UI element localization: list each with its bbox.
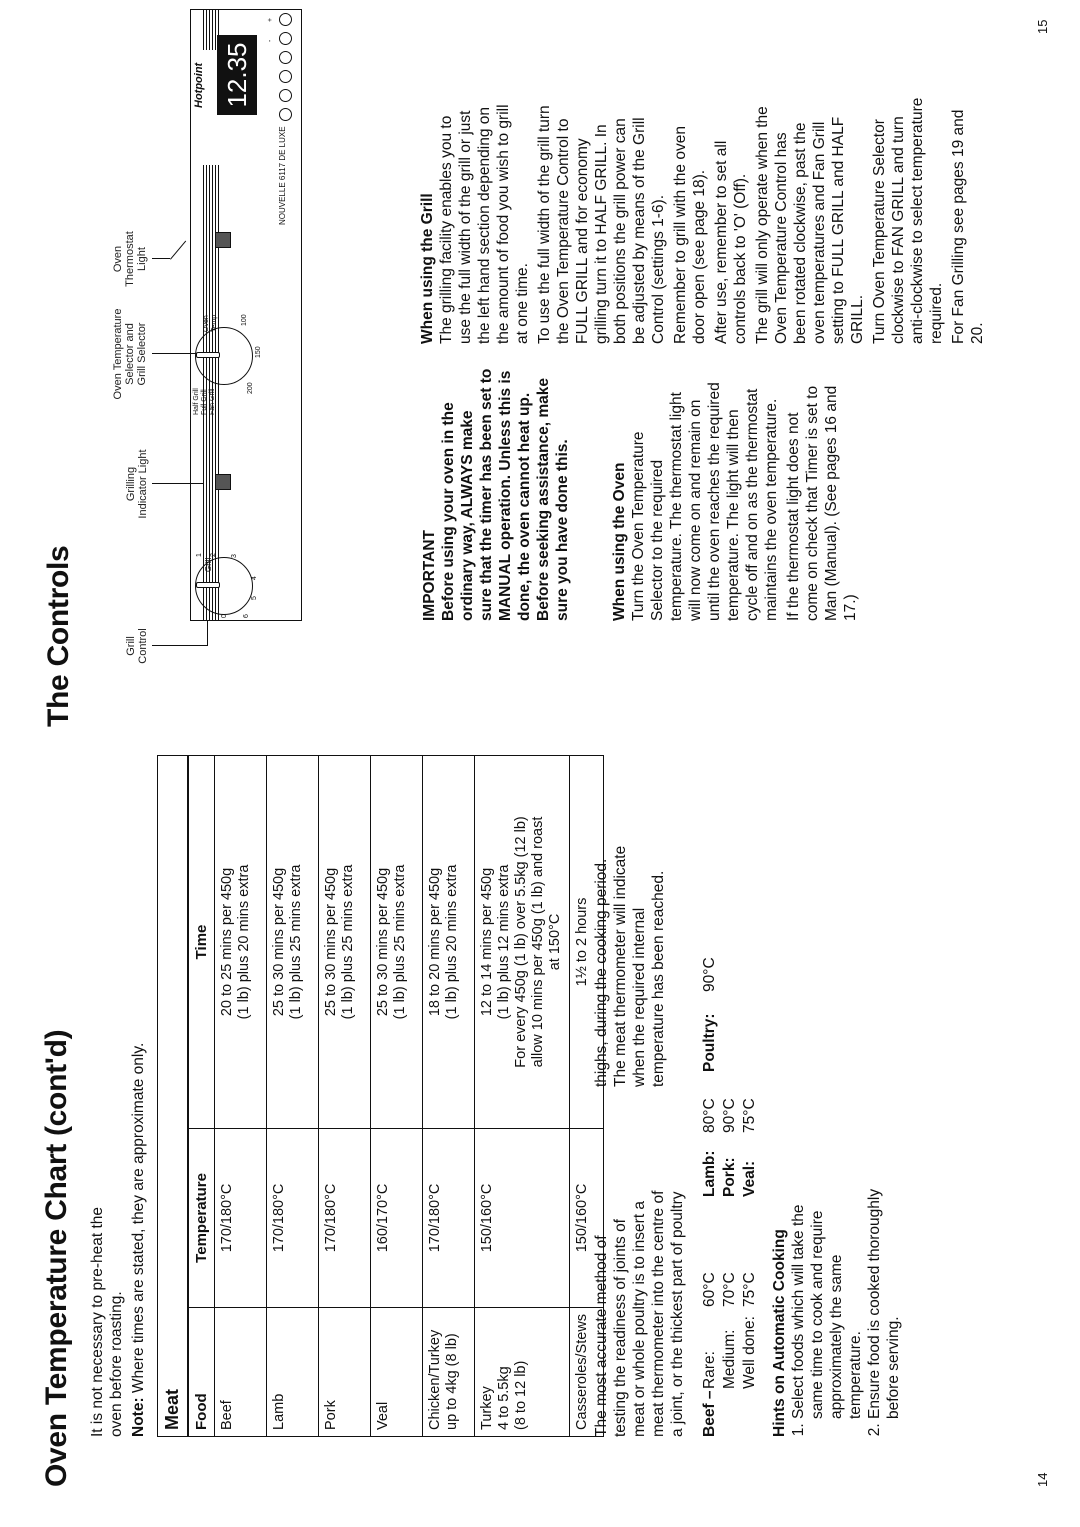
- timer-button: [279, 70, 292, 83]
- text-line: before serving.: [885, 1316, 902, 1419]
- text-line: door open (see page 18).: [691, 169, 708, 344]
- text-line: when the required internal: [631, 907, 648, 1087]
- text-line: be adjusted by means of the Grill: [631, 117, 648, 344]
- beef-label: Beef –: [701, 1390, 718, 1437]
- cell-time: [267, 756, 319, 1129]
- meat-value: 75°C: [741, 1098, 758, 1133]
- label-line: Oven: [112, 245, 124, 273]
- table-row: [423, 756, 475, 1437]
- header-food: Food: [188, 1307, 215, 1436]
- note-text: Where times are stated, they are approximate only.: [130, 1042, 147, 1398]
- cell-time: [423, 756, 475, 1129]
- text-line: oven temperatures and Fan Grill: [811, 121, 828, 344]
- text-line: at one time.: [514, 263, 531, 344]
- oven-thermostat-light: [215, 232, 231, 248]
- cell-temp: 170/180°C: [319, 1128, 371, 1307]
- text-line: cycle off and on as the thermostat: [744, 388, 761, 621]
- cell-time: [475, 756, 570, 1129]
- cell-time: [371, 756, 423, 1129]
- text-line: the amount of food you wish to grill: [495, 104, 512, 344]
- model-name: NOUVELLE 6117 DE LUXE: [278, 126, 287, 225]
- time-line: (1 lb) plus 20 mins extra: [236, 864, 252, 1020]
- time-line: (1 lb) plus 25 mins extra: [392, 864, 408, 1020]
- meat-value: 80°C: [701, 1098, 718, 1133]
- text-line: temperature.: [847, 1331, 864, 1419]
- time-line: 12 to 14 mins per 450g: [479, 867, 495, 1017]
- doneness-value: 70°C: [721, 1272, 738, 1307]
- timer-button: [279, 32, 292, 45]
- selector-mark: 150: [255, 346, 262, 358]
- hints-list: [789, 1107, 903, 1437]
- text-line: both positions the grill power can: [612, 118, 629, 344]
- grill-mark: 3: [231, 554, 238, 558]
- text-line: maintains the oven temperature.: [763, 398, 780, 621]
- header-time: Time: [188, 756, 215, 1129]
- text-line: been rotated clockwise, past the: [792, 122, 809, 344]
- page-title: The Controls: [42, 545, 75, 727]
- label-line: Thermostat: [124, 231, 136, 287]
- cell-temp: 170/180°C: [423, 1128, 475, 1307]
- selector-mark: 100: [241, 314, 248, 326]
- food-line: (8 to 12 lb): [513, 1360, 529, 1430]
- time-line: allow 10 mins per 450g (1 lb) and roast: [530, 816, 546, 1068]
- important-line: MANUAL operation. Unless this is: [497, 370, 514, 621]
- cell-temp: 170/180°C: [267, 1128, 319, 1307]
- time-line: 18 to 20 mins per 450g: [427, 867, 443, 1017]
- label-line: Oven Temperature: [112, 308, 124, 400]
- intro-line: It is not necessary to pre-heat the: [89, 1206, 106, 1437]
- meat-name: Veal:: [741, 1160, 758, 1197]
- table-caption: Meat: [158, 756, 189, 1437]
- time-line: 25 to 30 mins per 450g: [375, 867, 391, 1017]
- table-caption-row: [158, 756, 189, 1437]
- table-row: [371, 756, 423, 1437]
- meat-row: [720, 1098, 740, 1197]
- food-line: up to 4kg (8 lb): [444, 1333, 460, 1430]
- cell-food: Lamb: [267, 1307, 319, 1436]
- note: [129, 1043, 148, 1437]
- cell-time: 1½ to 2 hours: [570, 756, 604, 1129]
- text-line: The meat thermometer will indicate: [612, 845, 629, 1087]
- beef-row: [740, 1272, 760, 1437]
- text-line: meat or whole poultry is to insert a: [631, 1200, 648, 1437]
- timer-button: [279, 13, 292, 26]
- page-title: Oven Temperature Chart (cont'd): [40, 1029, 73, 1487]
- brand-logo: Hotpoint: [193, 62, 205, 108]
- text-line: come on check that Timer is set to: [804, 385, 821, 621]
- label-oven-selector: [112, 304, 148, 404]
- poultry-temp: [700, 957, 720, 1072]
- text-line: 17.): [842, 594, 859, 621]
- meat-row: [700, 1098, 720, 1197]
- selector-mark: Temp: [211, 314, 218, 332]
- text-line: meat thermometer into the centre of: [650, 1190, 667, 1437]
- selector-mark: Oven: [203, 315, 210, 332]
- cell-time: [319, 756, 371, 1129]
- label-line: Control: [137, 628, 149, 664]
- selector-mark: Half Grill: [193, 388, 200, 415]
- text-line: 1. Select foods which will take the: [790, 1204, 807, 1419]
- label-line: Grilling: [125, 466, 137, 502]
- poultry-value: 90°C: [701, 957, 718, 992]
- text-line: GRILL.: [849, 294, 866, 344]
- text-line: After use, remember to set all: [713, 140, 730, 344]
- label-line: Selector and: [124, 323, 136, 385]
- selector-mark: 200: [247, 382, 254, 394]
- oven-section: [610, 311, 860, 621]
- important-title: IMPORTANT: [421, 530, 438, 621]
- important-line: Before using your oven in the: [440, 402, 457, 621]
- food-line: Chicken/Turkey: [427, 1329, 443, 1430]
- intro: [88, 1043, 148, 1437]
- label-line: Light: [136, 247, 148, 271]
- grill-mark: 6: [243, 614, 250, 618]
- grill-section: [418, 4, 987, 344]
- grill-mark: 5: [251, 596, 258, 600]
- text-line: The grill will only operate when the: [754, 106, 771, 344]
- table-header-row: [188, 756, 215, 1437]
- hint-item: [789, 1107, 865, 1419]
- meat-name: Lamb:: [701, 1150, 718, 1197]
- leader-line: [152, 258, 170, 259]
- text-line: until the oven reaches the required: [706, 382, 723, 621]
- table-row: [215, 756, 267, 1437]
- timer-button: [279, 89, 292, 102]
- selector-mark: Full Grill: [201, 389, 208, 415]
- text-line: required.: [928, 282, 945, 344]
- label-line: Indicator Light: [137, 449, 149, 519]
- label-line: Grill: [125, 636, 137, 656]
- text-line: Control (settings 1-6).: [650, 194, 667, 344]
- beef-row: [720, 1272, 740, 1437]
- text-line: The grilling facility enables you to: [438, 115, 455, 344]
- oven-title: When using the Oven: [611, 462, 628, 621]
- cell-food: Casseroles/Stews: [570, 1307, 604, 1436]
- cell-food: [423, 1307, 475, 1436]
- doneness-value: 60°C: [701, 1272, 718, 1307]
- text-line: clockwise to FAN GRILL and turn: [890, 116, 907, 344]
- cell-temp: 170/180°C: [215, 1128, 267, 1307]
- text-line: If the thermostat light does not: [785, 412, 802, 621]
- text-line: Man (Manual). (See pages 16 and: [823, 385, 840, 621]
- time-line: (1 lb) plus 12 mins extra: [496, 864, 512, 1020]
- text-line: Selector to the required: [649, 459, 666, 621]
- text-line: To use the full width of the grill turn: [536, 105, 553, 344]
- food-line: Turkey: [479, 1386, 495, 1430]
- text-line: FULL GRILL and for economy: [574, 138, 591, 344]
- note-label: Note:: [130, 1397, 147, 1437]
- selector-mark: Fan Grill: [209, 388, 216, 415]
- beef-row: [700, 1272, 720, 1437]
- control-panel-diagram: [190, 9, 302, 621]
- text-line: The most accurate method of: [593, 1235, 610, 1437]
- text-line: controls back to 'O' (Off).: [732, 173, 749, 344]
- cell-temp: 150/160°C: [570, 1128, 604, 1307]
- doneness-name: Rare:: [701, 1351, 718, 1389]
- hints-title: Hints on Automatic Cooking: [771, 1229, 788, 1437]
- label-line: Grill Selector: [136, 322, 148, 386]
- page-14: [0, 764, 1080, 1527]
- hint-item: [865, 1107, 903, 1419]
- label-thermostat-light: [112, 224, 148, 294]
- text-line: temperature has been reached.: [650, 870, 667, 1087]
- time-line: (1 lb) plus 25 mins extra: [340, 864, 356, 1020]
- page-number: 14: [1035, 1472, 1050, 1487]
- meat-table: [157, 755, 604, 1437]
- text-line: the left hand section depending on: [476, 107, 493, 344]
- doneness-name: Medium:: [721, 1329, 738, 1389]
- text-line: For Fan Grilling see pages 19 and: [950, 109, 967, 344]
- text-line: grilling turn it to HALF GRILL. In: [593, 124, 610, 344]
- important-line: sure you have done this.: [554, 439, 571, 621]
- text-line: same time to cook and require: [809, 1210, 826, 1419]
- text-line: setting to FULL GRILL and HALF: [830, 116, 847, 344]
- text-line: approximately the same: [828, 1254, 845, 1419]
- text-line: will now come on and remain on: [687, 399, 704, 621]
- cell-temp: 160/170°C: [371, 1128, 423, 1307]
- meat-name: Pork:: [721, 1157, 738, 1197]
- label-grilling-light: [125, 439, 149, 529]
- grill-knob-label: Grill: [204, 557, 213, 572]
- page-number: 15: [1035, 19, 1050, 34]
- cell-temp: 150/160°C: [475, 1128, 570, 1307]
- header-temperature: Temperature: [188, 1128, 215, 1307]
- text-line: testing the readiness of joints of: [612, 1219, 629, 1437]
- doneness-name: Well done:: [741, 1316, 758, 1389]
- minus-mark: -: [267, 39, 274, 42]
- poultry-label: Poultry:: [701, 1013, 718, 1072]
- cell-food: Pork: [319, 1307, 371, 1436]
- cell-food: [475, 1307, 570, 1436]
- grill-mark: 0: [221, 614, 228, 618]
- label-grill-control: [125, 616, 149, 676]
- time-line: at 150°C: [547, 913, 563, 971]
- cell-food: Veal: [371, 1307, 423, 1436]
- text-line: 20.: [969, 322, 986, 344]
- text-line: anti-clockwise to select temperature: [909, 97, 926, 344]
- grill-mark: 2: [210, 553, 217, 557]
- time-line: (1 lb) plus 20 mins extra: [444, 864, 460, 1020]
- timer-button: [279, 108, 292, 121]
- thermometer-text-col2: [592, 767, 668, 1087]
- time-line: 20 to 25 mins per 450g: [219, 867, 235, 1017]
- cell-food: Beef: [215, 1307, 267, 1436]
- knob-pointer: [196, 582, 220, 588]
- text-line: Remember to grill with the oven: [672, 126, 689, 344]
- table-row: [267, 756, 319, 1437]
- important-notice: [420, 311, 572, 621]
- grill-mark: 4: [251, 576, 258, 580]
- timer-button: [279, 51, 292, 64]
- meat-row: [740, 1098, 760, 1197]
- text-line: Oven Temperature Control has: [773, 132, 790, 344]
- hints-section: [770, 1107, 903, 1437]
- thermometer-text-col1: [592, 1107, 687, 1437]
- intro-line: oven before roasting.: [108, 1291, 125, 1437]
- grill-mark: 1: [196, 553, 203, 557]
- clock-display: 12.35: [217, 35, 257, 115]
- time-line: 25 to 30 mins per 450g: [271, 867, 287, 1017]
- important-line: sure that the timer has been set to: [478, 368, 495, 621]
- grill-title: When using the Grill: [419, 193, 436, 344]
- important-line: done, the oven cannot heat up.: [516, 392, 533, 621]
- oven-selector-knob: [195, 327, 253, 385]
- time-line: (1 lb) plus 25 mins extra: [288, 864, 304, 1020]
- meat-value: 90°C: [721, 1098, 738, 1133]
- text-line: thighs, during the cooking period.: [593, 858, 610, 1087]
- important-line: ordinary way, ALWAYS make: [459, 410, 476, 621]
- text-line: the Oven Temperature Control to: [555, 118, 572, 344]
- time-line: For every 450g (1 lb) over 5.5kg (12 lb): [513, 816, 529, 1068]
- text-line: Turn the Oven Temperature: [630, 431, 647, 621]
- time-line: 25 to 30 mins per 450g: [323, 867, 339, 1017]
- meat-temps: [700, 1098, 760, 1197]
- text-line: 2. Ensure food is cooked thoroughly: [866, 1188, 883, 1419]
- leader-line: [170, 241, 186, 260]
- table-row: [319, 756, 371, 1437]
- text-line: a joint, or the thickest part of poultry: [669, 1191, 686, 1437]
- text-line: use the full width of the grill or just: [457, 110, 474, 344]
- doneness-value: 75°C: [741, 1272, 758, 1307]
- important-line: Before seeking assistance, make: [535, 378, 552, 621]
- plus-mark: +: [267, 17, 274, 22]
- text-line: temperature. The thermostat light: [668, 392, 685, 621]
- knob-pointer: [196, 352, 220, 358]
- grilling-indicator-light: [215, 474, 231, 490]
- leader-line: [152, 645, 207, 646]
- table-row: [475, 756, 570, 1437]
- text-line: temperature. The light will then: [725, 409, 742, 621]
- food-line: 4 to 5.5kg: [496, 1366, 512, 1430]
- cell-time: [215, 756, 267, 1129]
- text-line: Turn Oven Temperature Selector: [871, 119, 888, 344]
- beef-temps: [700, 1272, 760, 1437]
